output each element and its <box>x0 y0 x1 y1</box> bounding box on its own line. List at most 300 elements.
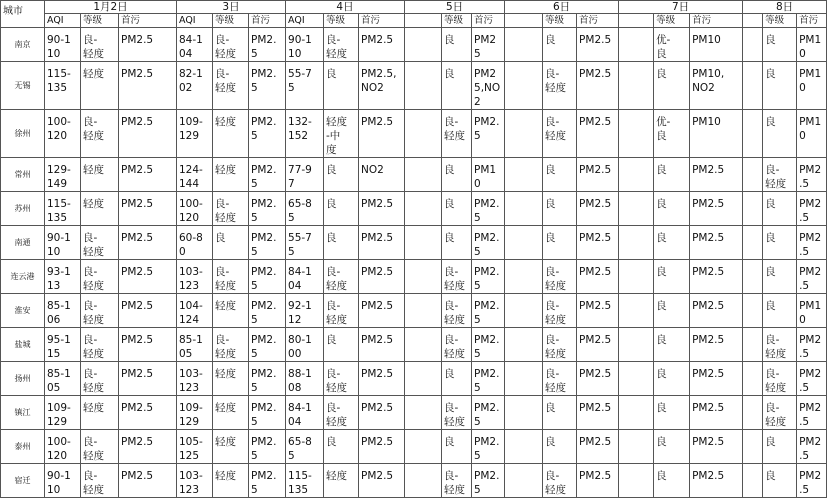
grade-cell: 良- 轻度 <box>213 260 249 294</box>
pollutant-cell: PM2.5 <box>119 260 177 294</box>
pollutant-cell: PM2.5 <box>577 362 619 396</box>
grade-cell: 良- 轻度 <box>442 260 472 294</box>
grade-cell: 良- 轻度 <box>324 396 359 430</box>
pollutant-cell: PM2.5 <box>577 464 619 498</box>
table-row <box>1 464 827 498</box>
aqi-cell <box>405 396 442 430</box>
pollutant-cell: PM2. 5 <box>249 328 286 362</box>
aqi-cell <box>743 430 763 464</box>
pollutant-cell: PM1 0 <box>797 28 827 62</box>
grade-cell: 良- 轻度 <box>543 328 577 362</box>
grade-cell: 良 <box>654 192 690 226</box>
pollutant-header: 首污 <box>577 14 619 28</box>
pollutant-cell: PM2 .5 <box>797 158 827 192</box>
pollutant-cell: PM2.5 <box>119 430 177 464</box>
aqi-cell <box>619 28 654 62</box>
aqi-cell: 84-1 04 <box>286 396 324 430</box>
pollutant-cell: PM2.5 <box>359 430 405 464</box>
aqi-cell <box>743 226 763 260</box>
grade-cell: 良- 轻度 <box>213 28 249 62</box>
grade-header: 等级 <box>324 14 359 28</box>
date-header-day3: 3日 <box>177 1 286 14</box>
pollutant-cell: PM2.5 <box>577 28 619 62</box>
aqi-header <box>743 14 763 28</box>
aqi-cell: 93-1 13 <box>45 260 81 294</box>
grade-cell: 良- 轻度 <box>81 226 119 260</box>
aqi-cell: 109- 129 <box>45 396 81 430</box>
grade-cell: 良- 轻度 <box>543 464 577 498</box>
pollutant-cell: PM2. 5 <box>472 430 505 464</box>
grade-cell: 良 <box>324 158 359 192</box>
grade-cell: 良 <box>543 226 577 260</box>
date-header-row <box>1 1 827 14</box>
grade-cell: 良- 轻度 <box>543 62 577 110</box>
aqi-cell: 103- 123 <box>177 464 213 498</box>
pollutant-cell: PM2. 5 <box>249 62 286 110</box>
grade-cell: 良 <box>324 192 359 226</box>
grade-cell: 良 <box>763 430 797 464</box>
pollutant-cell: NO2 <box>359 158 405 192</box>
aqi-cell: 85-1 06 <box>45 294 81 328</box>
pollutant-cell: PM2. 5 <box>249 294 286 328</box>
grade-cell: 良 <box>442 430 472 464</box>
aqi-cell: 55-7 5 <box>286 226 324 260</box>
grade-cell: 良 <box>654 396 690 430</box>
pollutant-cell: PM2.5 <box>359 396 405 430</box>
city-name-cell: 淮安 <box>1 294 45 328</box>
grade-cell: 良- 轻度 <box>763 362 797 396</box>
aqi-cell: 92-1 12 <box>286 294 324 328</box>
table-body <box>1 28 827 498</box>
city-name-cell: 扬州 <box>1 362 45 396</box>
aqi-cell <box>743 192 763 226</box>
grade-cell: 良- 轻度 <box>213 192 249 226</box>
city-name-cell: 镇江 <box>1 396 45 430</box>
grade-cell: 良- 轻度 <box>543 294 577 328</box>
pollutant-cell: PM2.5 <box>359 464 405 498</box>
grade-cell: 良- 轻度 <box>324 294 359 328</box>
aqi-cell: 85-1 05 <box>45 362 81 396</box>
aqi-cell <box>743 28 763 62</box>
aqi-cell: 65-8 5 <box>286 192 324 226</box>
pollutant-cell: PM2.5, NO2 <box>359 62 405 110</box>
aqi-cell <box>405 430 442 464</box>
aqi-header <box>505 14 543 28</box>
aqi-cell <box>505 158 543 192</box>
aqi-cell <box>743 362 763 396</box>
grade-header: 等级 <box>213 14 249 28</box>
grade-cell: 轻度 <box>324 464 359 498</box>
table-row <box>1 362 827 396</box>
aqi-cell <box>619 430 654 464</box>
city-name-cell: 宿迁 <box>1 464 45 498</box>
city-name-cell: 南通 <box>1 226 45 260</box>
grade-cell: 良- 轻度 <box>442 396 472 430</box>
grade-cell: 良 <box>654 260 690 294</box>
aqi-cell: 60-8 0 <box>177 226 213 260</box>
aqi-cell <box>505 430 543 464</box>
aqi-cell <box>405 260 442 294</box>
aqi-cell <box>405 192 442 226</box>
pollutant-cell: PM2. 5 <box>472 260 505 294</box>
pollutant-cell: PM2.5 <box>119 464 177 498</box>
pollutant-cell: PM2.5 <box>690 328 743 362</box>
grade-cell: 良 <box>654 294 690 328</box>
aqi-cell <box>505 110 543 158</box>
date-header-day7: 7日 <box>619 1 743 14</box>
aqi-cell <box>505 362 543 396</box>
aqi-cell <box>619 396 654 430</box>
aqi-cell: 103- 123 <box>177 260 213 294</box>
grade-header: 等级 <box>81 14 119 28</box>
table-row <box>1 396 827 430</box>
aqi-cell <box>619 328 654 362</box>
aqi-cell <box>619 294 654 328</box>
grade-cell: 良 <box>442 192 472 226</box>
grade-cell: 良 <box>543 28 577 62</box>
grade-cell: 良 <box>654 362 690 396</box>
pollutant-cell: PM2.5 <box>690 294 743 328</box>
pollutant-cell: PM2.5 <box>119 294 177 328</box>
pollutant-cell: PM2.5 <box>359 28 405 62</box>
grade-cell: 良 <box>763 464 797 498</box>
pollutant-cell: PM1 0 <box>797 294 827 328</box>
aqi-cell: 77-9 7 <box>286 158 324 192</box>
aqi-cell: 124- 144 <box>177 158 213 192</box>
pollutant-cell: PM2.5 <box>359 226 405 260</box>
grade-cell: 良 <box>654 226 690 260</box>
city-column-header: 城市 <box>1 1 45 28</box>
aqi-cell <box>619 260 654 294</box>
grade-cell: 轻度 <box>213 294 249 328</box>
city-name-cell: 无锡 <box>1 62 45 110</box>
grade-header: 等级 <box>654 14 690 28</box>
table-row <box>1 62 827 110</box>
aqi-cell: 109- 129 <box>177 110 213 158</box>
pollutant-cell: PM2.5 <box>577 260 619 294</box>
pollutant-cell: PM2.5 <box>577 328 619 362</box>
aqi-cell: 115- 135 <box>286 464 324 498</box>
aqi-cell <box>619 464 654 498</box>
aqi-cell: 90-1 10 <box>45 464 81 498</box>
grade-cell: 优- 良 <box>654 28 690 62</box>
table-row <box>1 192 827 226</box>
city-name-cell: 泰州 <box>1 430 45 464</box>
pollutant-cell: PM2. 5 <box>472 110 505 158</box>
pollutant-cell: PM2. 5 <box>472 328 505 362</box>
pollutant-cell: PM2. 5 <box>249 110 286 158</box>
aqi-cell <box>505 28 543 62</box>
pollutant-cell: PM2.5 <box>119 192 177 226</box>
grade-cell: 轻度 <box>213 158 249 192</box>
grade-cell: 良 <box>213 226 249 260</box>
grade-cell: 良- 轻度 <box>213 62 249 110</box>
aqi-cell <box>405 464 442 498</box>
pollutant-cell: PM2. 5 <box>249 28 286 62</box>
grade-cell: 良- 轻度 <box>81 294 119 328</box>
pollutant-cell: PM2.5 <box>119 226 177 260</box>
grade-cell: 良- 轻度 <box>763 328 797 362</box>
pollutant-cell: PM2.5 <box>577 192 619 226</box>
grade-cell: 良 <box>442 62 472 110</box>
grade-cell: 良 <box>442 226 472 260</box>
pollutant-cell: PM2 .5 <box>797 464 827 498</box>
grade-cell: 良 <box>324 62 359 110</box>
pollutant-cell: PM2. 5 <box>472 362 505 396</box>
pollutant-cell: PM2.5 <box>359 328 405 362</box>
grade-cell: 良 <box>654 464 690 498</box>
pollutant-header: 首污 <box>249 14 286 28</box>
grade-cell: 良 <box>543 430 577 464</box>
aqi-cell <box>505 396 543 430</box>
aqi-cell: 90-1 10 <box>45 28 81 62</box>
pollutant-cell: PM2 .5 <box>797 328 827 362</box>
aqi-cell <box>743 62 763 110</box>
grade-cell: 良- 轻度 <box>324 28 359 62</box>
grade-cell: 良 <box>543 158 577 192</box>
aqi-cell: 115- 135 <box>45 192 81 226</box>
aqi-cell: 84-1 04 <box>177 28 213 62</box>
aqi-cell: 90-1 10 <box>45 226 81 260</box>
grade-cell: 良- 轻度 <box>543 260 577 294</box>
pollutant-cell: PM2.5 <box>577 430 619 464</box>
aqi-cell <box>743 294 763 328</box>
aqi-cell <box>405 158 442 192</box>
aqi-cell <box>405 294 442 328</box>
grade-cell: 轻度 <box>213 396 249 430</box>
city-name-cell: 南京 <box>1 28 45 62</box>
aqi-cell: 88-1 08 <box>286 362 324 396</box>
aqi-header: AQI <box>177 14 213 28</box>
pollutant-cell: PM2 .5 <box>797 430 827 464</box>
pollutant-cell: PM1 0 <box>797 62 827 110</box>
pollutant-cell: PM2. 5 <box>472 396 505 430</box>
pollutant-cell: PM1 0 <box>797 110 827 158</box>
pollutant-cell: PM2.5 <box>119 396 177 430</box>
grade-cell: 良- 轻度 <box>81 464 119 498</box>
pollutant-cell: PM2.5 <box>119 362 177 396</box>
pollutant-cell: PM2.5 <box>119 110 177 158</box>
pollutant-cell: PM2.5 <box>359 260 405 294</box>
pollutant-cell: PM2.5 <box>359 110 405 158</box>
grade-cell: 良- 轻度 <box>442 110 472 158</box>
pollutant-cell: PM2 .5 <box>797 396 827 430</box>
grade-cell: 良 <box>654 328 690 362</box>
pollutant-cell: PM2.5 <box>359 362 405 396</box>
aqi-cell <box>619 158 654 192</box>
grade-cell: 良- 轻度 <box>442 464 472 498</box>
aqi-cell: 100- 120 <box>45 110 81 158</box>
date-header-day1: 1月2日 <box>45 1 177 14</box>
aqi-cell: 100- 120 <box>45 430 81 464</box>
aqi-cell: 65-8 5 <box>286 430 324 464</box>
aqi-cell: 90-1 10 <box>286 28 324 62</box>
grade-cell: 良 <box>442 158 472 192</box>
pollutant-cell: PM2.5 <box>690 226 743 260</box>
aqi-cell: 80-1 00 <box>286 328 324 362</box>
aqi-cell <box>743 396 763 430</box>
pollutant-cell: PM2. 5 <box>249 226 286 260</box>
grade-cell: 良- 轻度 <box>81 260 119 294</box>
pollutant-header: 首污 <box>359 14 405 28</box>
grade-cell: 良- 轻度 <box>81 430 119 464</box>
aqi-cell <box>619 362 654 396</box>
pollutant-cell: PM2.5 <box>690 396 743 430</box>
aqi-header <box>405 14 442 28</box>
grade-cell: 良- 轻度 <box>324 362 359 396</box>
grade-cell: 良 <box>654 158 690 192</box>
grade-cell: 良 <box>324 328 359 362</box>
grade-cell: 良- 轻度 <box>81 362 119 396</box>
grade-cell: 良- 轻度 <box>543 362 577 396</box>
aqi-cell <box>743 328 763 362</box>
pollutant-cell: PM10, NO2 <box>690 62 743 110</box>
aqi-header <box>619 14 654 28</box>
aqi-cell <box>505 328 543 362</box>
grade-cell: 良 <box>763 260 797 294</box>
table-row <box>1 28 827 62</box>
pollutant-cell: PM2. 5 <box>472 192 505 226</box>
grade-cell: 轻度 <box>213 362 249 396</box>
aqi-cell: 85-1 05 <box>177 328 213 362</box>
aqi-cell <box>405 62 442 110</box>
aqi-cell: 103- 123 <box>177 362 213 396</box>
pollutant-cell: PM2.5 <box>119 328 177 362</box>
pollutant-cell: PM2.5 <box>690 192 743 226</box>
table-row <box>1 294 827 328</box>
aqi-cell <box>619 62 654 110</box>
date-header-day6: 6日 <box>505 1 619 14</box>
pollutant-header: 首污 <box>119 14 177 28</box>
pollutant-cell: PM2.5 <box>690 158 743 192</box>
aqi-cell <box>505 192 543 226</box>
aqi-cell <box>405 28 442 62</box>
grade-cell: 良 <box>763 28 797 62</box>
grade-cell: 轻度 <box>81 396 119 430</box>
grade-cell: 良 <box>763 110 797 158</box>
pollutant-cell: PM2.5 <box>119 158 177 192</box>
table-row <box>1 328 827 362</box>
aqi-cell <box>505 62 543 110</box>
pollutant-cell: PM2. 5 <box>249 192 286 226</box>
city-name-cell: 苏州 <box>1 192 45 226</box>
aqi-cell <box>405 110 442 158</box>
table-row <box>1 158 827 192</box>
grade-cell: 良- 轻度 <box>81 328 119 362</box>
aqi-cell: 105- 125 <box>177 430 213 464</box>
grade-cell: 良 <box>763 192 797 226</box>
aqi-cell: 95-1 15 <box>45 328 81 362</box>
grade-cell: 轻度 -中 度 <box>324 110 359 158</box>
aqi-cell <box>743 158 763 192</box>
grade-cell: 良 <box>763 294 797 328</box>
city-name-cell: 徐州 <box>1 110 45 158</box>
pollutant-cell: PM2.5 <box>577 294 619 328</box>
pollutant-cell: PM2 .5 <box>797 226 827 260</box>
pollutant-cell: PM2.5 <box>577 62 619 110</box>
aqi-cell: 84-1 04 <box>286 260 324 294</box>
aqi-cell <box>405 328 442 362</box>
pollutant-cell: PM2.5 <box>690 260 743 294</box>
aqi-cell <box>505 464 543 498</box>
pollutant-header: 首污 <box>797 14 827 28</box>
pollutant-cell: PM2. 5 <box>472 464 505 498</box>
aqi-cell <box>505 260 543 294</box>
table-row <box>1 430 827 464</box>
date-header-day8: 8日 <box>743 1 827 14</box>
pollutant-cell: PM2.5 <box>690 464 743 498</box>
pollutant-cell: PM2.5 <box>359 192 405 226</box>
pollutant-cell: PM2 .5 <box>797 192 827 226</box>
pollutant-cell: PM2.5 <box>690 430 743 464</box>
table-row <box>1 110 827 158</box>
aqi-cell: 109- 129 <box>177 396 213 430</box>
grade-cell: 良 <box>543 192 577 226</box>
grade-cell: 良 <box>763 226 797 260</box>
pollutant-cell: PM2.5 <box>577 110 619 158</box>
pollutant-cell: PM2.5 <box>119 62 177 110</box>
grade-header: 等级 <box>763 14 797 28</box>
grade-cell: 良- 轻度 <box>442 328 472 362</box>
grade-cell: 轻度 <box>81 192 119 226</box>
pollutant-cell: PM2. 5 <box>249 464 286 498</box>
aqi-cell: 132- 152 <box>286 110 324 158</box>
pollutant-cell: PM2. 5 <box>249 396 286 430</box>
aqi-cell <box>505 226 543 260</box>
grade-cell: 良- 轻度 <box>543 110 577 158</box>
pollutant-cell: PM2 5 <box>472 28 505 62</box>
grade-cell: 良 <box>763 62 797 110</box>
grade-cell: 轻度 <box>213 110 249 158</box>
pollutant-cell: PM1 0 <box>472 158 505 192</box>
grade-cell: 良- 轻度 <box>81 28 119 62</box>
date-header-day5: 5日 <box>405 1 505 14</box>
pollutant-cell: PM2. 5 <box>249 158 286 192</box>
aqi-header: AQI <box>45 14 81 28</box>
aqi-cell <box>505 294 543 328</box>
pollutant-cell: PM2. 5 <box>472 294 505 328</box>
pollutant-cell: PM2.5 <box>577 158 619 192</box>
grade-cell: 轻度 <box>81 158 119 192</box>
aqi-cell <box>405 226 442 260</box>
aqi-header: AQI <box>286 14 324 28</box>
city-name-cell: 常州 <box>1 158 45 192</box>
aqi-cell: 100- 120 <box>177 192 213 226</box>
aqi-cell: 129- 149 <box>45 158 81 192</box>
grade-cell: 良- 轻度 <box>763 396 797 430</box>
grade-cell: 良- 轻度 <box>763 158 797 192</box>
grade-cell: 良- 轻度 <box>442 294 472 328</box>
pollutant-cell: PM2.5 <box>577 396 619 430</box>
pollutant-header: 首污 <box>472 14 505 28</box>
grade-cell: 轻度 <box>213 430 249 464</box>
aqi-cell <box>743 464 763 498</box>
pollutant-cell: PM2 .5 <box>797 362 827 396</box>
pollutant-cell: PM10 <box>690 28 743 62</box>
aqi-cell <box>619 192 654 226</box>
aqi-cell <box>619 226 654 260</box>
aqi-cell: 104- 124 <box>177 294 213 328</box>
pollutant-cell: PM2 5,NO 2 <box>472 62 505 110</box>
pollutant-cell: PM10 <box>690 110 743 158</box>
pollutant-cell: PM2.5 <box>119 28 177 62</box>
pollutant-cell: PM2. 5 <box>249 362 286 396</box>
pollutant-cell: PM2. 5 <box>249 430 286 464</box>
pollutant-cell: PM2.5 <box>690 362 743 396</box>
grade-cell: 良 <box>543 396 577 430</box>
grade-header: 等级 <box>543 14 577 28</box>
grade-cell: 轻度 <box>81 62 119 110</box>
